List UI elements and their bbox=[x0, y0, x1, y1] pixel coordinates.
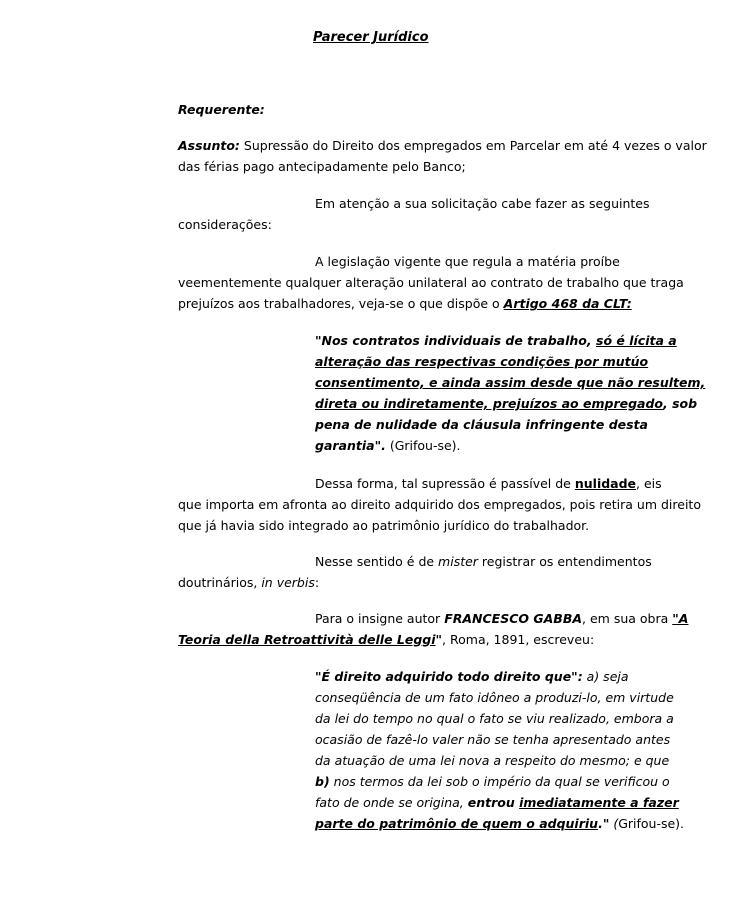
quote-2-line-2: conseqüência de um fato idôneo a produzi-lo, em virtude bbox=[315, 690, 674, 705]
quote-1-line-6: garantia". (Grifou-se). bbox=[315, 438, 461, 453]
paragraph-4-line-1: Nesse sentido é de mister registrar os entendimentos bbox=[315, 554, 652, 569]
quote-1-line-5: pena de nulidade da cláusula infringente desta bbox=[315, 417, 648, 432]
quote-1-line-1: "Nos contratos individuais de trabalho, só é lícita a bbox=[315, 333, 677, 348]
assunto-label: Assunto: bbox=[178, 138, 240, 153]
quote-2-line-8: parte do patrimônio de quem o adquiriu." (Grifou-se). bbox=[315, 816, 685, 831]
assunto-line-2: das férias pago antecipadamente pelo Banco; bbox=[178, 159, 466, 174]
paragraph-3-line-1: Dessa forma, tal supressão é passível de nulidade, eis bbox=[315, 476, 662, 491]
paragraph-5-line-2: Teoria della Retroattività delle Leggi", Roma, 1891, escreveu: bbox=[178, 632, 595, 647]
quote-2-line-1: "É direito adquirido todo direito que": a) seja bbox=[315, 669, 629, 684]
assunto-text: Supressão do Direito dos empregados em Parcelar em até 4 vezes o valor bbox=[243, 138, 707, 153]
author-name: FRANCESCO GABBA bbox=[444, 611, 583, 626]
requerente-label: Requerente: bbox=[178, 102, 265, 117]
paragraph-1-line-1: Em atenção a sua solicitação cabe fazer as seguintes bbox=[315, 196, 650, 211]
quote-2-line-6: b) nos termos da lei sob o império da qual se verificou o bbox=[315, 774, 670, 789]
quote-1-line-3: consentimento, e ainda assim desde que não resultem, bbox=[315, 375, 706, 390]
paragraph-2-line-2: veementemente qualquer alteração unilateral ao contrato de trabalho que traga bbox=[178, 275, 684, 290]
quote-2-line-5: da atuação de uma lei nova a respeito do mesmo; e que bbox=[315, 753, 670, 768]
nulidade-term: nulidade bbox=[574, 476, 637, 491]
quote-2-line-4: ocasião de fazê-lo valer não se tenha apresentado antes bbox=[315, 732, 671, 747]
paragraph-5-line-1: Para o insigne autor FRANCESCO GABBA, em sua obra "A bbox=[315, 611, 689, 626]
paragraph-1-line-2: considerações: bbox=[178, 217, 272, 232]
assunto-line-1 bbox=[178, 138, 707, 154]
quote-2-line-3: da lei do tempo no qual o fato se viu realizado, embora a bbox=[315, 711, 674, 726]
paragraph-2-line-3: prejuízos aos trabalhadores, veja-se o que dispõe o Artigo 468 da CLT: bbox=[178, 296, 632, 311]
quote-1-line-4: direta ou indiretamente, prejuízos ao empregado, sob bbox=[315, 396, 698, 411]
paragraph-2-line-1: A legislação vigente que regula a matéria proíbe bbox=[315, 254, 620, 269]
quote-2-line-7: fato de onde se origina, entrou imediatamente a fazer bbox=[315, 795, 679, 810]
paragraph-3-line-3: que já havia sido integrado ao patrimônio jurídico do trabalhador. bbox=[178, 518, 590, 533]
paragraph-3-line-2: que importa em afronta ao direito adquirido dos empregados, pois retira um direito bbox=[178, 497, 701, 512]
clt-article-reference: Artigo 468 da CLT: bbox=[503, 296, 632, 311]
work-title: Teoria della Retroattività delle Leggi bbox=[178, 632, 436, 647]
quote-1-line-2: alteração das respectivas condições por mutúo bbox=[315, 354, 649, 369]
page-title: Parecer Jurídico bbox=[313, 30, 429, 45]
paragraph-4-line-2: doutrinários, in verbis: bbox=[178, 575, 320, 590]
